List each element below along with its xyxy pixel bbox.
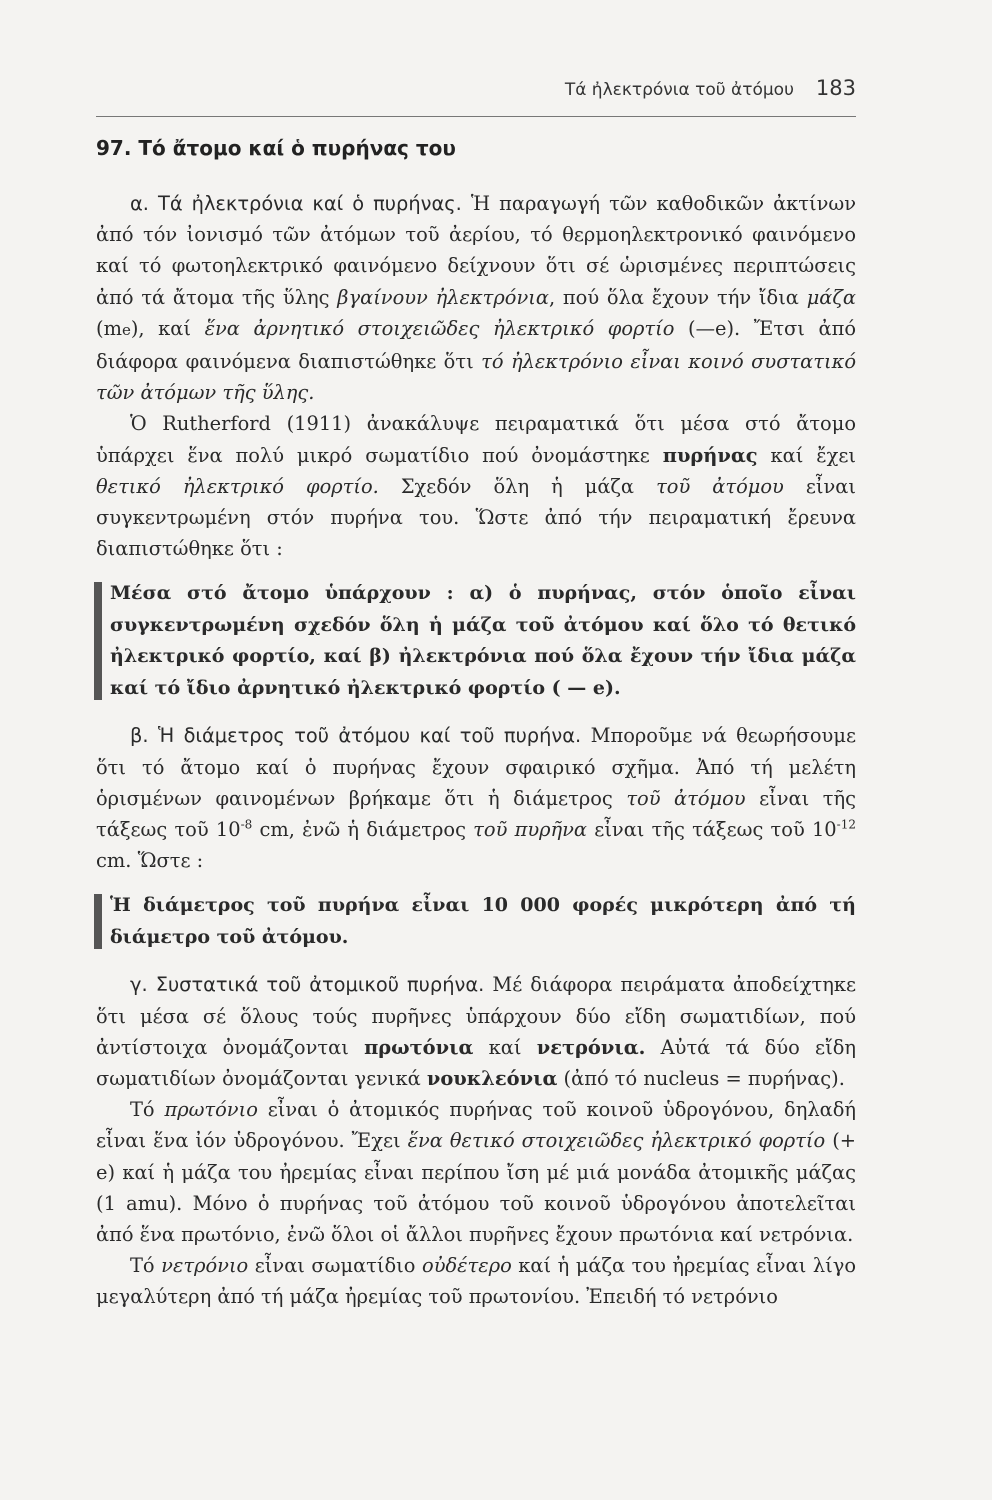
header-rule [96,116,856,117]
running-title: Τά ἠλεκτρόνια τοῦ ἀτόμου [564,80,794,100]
margin-bar [94,582,102,700]
subsection-a-label: α. Τά ἠλεκτρόνια καί ὁ πυρήνας. [130,192,462,215]
paragraph-a1: α. Τά ἠλεκτρόνια καί ὁ πυρήνας. Ἡ παραγωγή τῶν καθοδικῶν ἀκτίνων ἀπό τόν ἰονισμό τῶν ἀτόμων τοῦ ἀερίου, τό θερμοηλεκτρονικό φαινόμενο καί τό φωτοηλεκτρικό φαινόμενο δείχνουν ὅτι σέ ὡρισμένες περιπτώσεις ἀπό τά ἄτομα τῆς ὕλης βγαίνουν ἠλεκτρόνια, πού ὅλα ἔχουν τήν ἴδια μάζα (me), καί ἕνα ἀρνητικό στοιχειῶδες ἠλεκτρικό φορτίο (—e). Ἔτσι ἀπό διάφορα φαινόμενα διαπιστώθηκε ὅτι τό ἠλεκτρόνιο εἶναι κοινό συστατικό τῶν ἀτόμων τῆς ὕλης. [96,192,857,405]
paragraph-c1: γ. Συστατικά τοῦ ἀτομικοῦ πυρήνα. Μέ διάφορα πειράματα ἀποδείχτηκε ὅτι μέσα σέ ὅλους τούς πυρῆνες ὑπάρχουν δύο εἴδη σωματιδίων, πού ἀντίστοιχα ὀνομάζονται πρωτόνια καί νετρόνια. Αὐτά τά δύο εἴδη σωματιδίων ὀνομάζονται γενικά νουκλεόνια (ἀπό τό nucleus = πυρήνας). [96,973,857,1091]
body-text [96,188,856,1313]
paragraph-b1: β. Ἡ διάμετρος τοῦ ἀτόμου καί τοῦ πυρήνα. Μποροῦμε νά θεωρήσουμε ὅτι τό ἄτομο καί ὁ πυρήνας ἔχουν σφαιρικό σχῆμα. Ἀπό τή μελέτη ὁρισμένων φαινομένων βρήκαμε ὅτι ἡ διάμετρος τοῦ ἀτόμου εἶναι τῆς τάξεως τοῦ $10^{-8}$ cm, ἐνῶ ἡ διάμετρος τοῦ πυρῆνα εἶναι τῆς τάξεως τοῦ $10^{-12}$ cm. Ὥστε : [96,724,856,873]
paragraph-c3: Τό νετρόνιο εἶναι σωματίδιο οὐδέτερο καί ἡ μάζα του ἠρεμίας εἶναι λίγο μεγαλύτερη ἀπό τή μάζα ἠρεμίας τοῦ πρωτονίου. Ἐπειδή τό νετρόνιο [96,1254,856,1309]
section-title: 97. Τό ἄτομο καί ὁ πυρήνας του [96,136,456,160]
highlight-box-a: Μέσα στό ἄτομο ὑπάρχουν : α) ὁ πυρήνας, στόν ὁποῖο εἶναι συγκεντρωμένη σχεδόν ὅλη ἡ μάζα τοῦ ἀτόμου καί ὅλο τό θετικό ἠλεκτρικό φορτίο, καί β) ἠλεκτρόνια πού ὅλα ἔχουν τήν ἴδια μάζα καί τό ἴδιο ἀρνητικό ἠλεκτρικό φορτίο ( — e). [96,578,856,704]
paragraph-a2: Ὁ Rutherford (1911) ἀνακάλυψε πειραματικά ὅτι μέσα στό ἄτομο ὑπάρχει ἕνα πολύ μικρό σωματίδιο πού ὀνομάστηκε πυρήνας καί ἔχει θετικό ἠλεκτρικό φορτίο. Σχεδόν ὅλη ἡ μάζα τοῦ ἀτόμου εἶναι συγκεντρωμένη στόν πυρήνα του. Ὥστε ἀπό τήν πειραματική ἔρευνα διαπιστώθηκε ὅτι : [96,412,857,561]
page-number: 183 [815,76,856,100]
paragraph-c2: Τό πρωτόνιο εἶναι ὁ ἀτομικός πυρήνας τοῦ κοινοῦ ὑδρογόνου, δηλαδή εἶναι ἕνα ἰόν ὑδρογόνου. Ἔχει ἕνα θετικό στοιχειῶδες ἠλεκτρικό φορτίο (+ e) καί ἡ μάζα του ἠρεμίας εἶναι περίπου ἴση μέ μιά μονάδα ἀτομικῆς μάζας (1 amu). Μόνο ὁ πυρήνας τοῦ ἀτόμου τοῦ κοινοῦ ὑδρογόνου ἀποτελεῖται ἀπό ἕνα πρωτόνιο, ἐνῶ ὅλοι οἱ ἄλλοι πυρῆνες ἔχουν πρωτόνια καί νετρόνια. [96,1098,857,1247]
margin-bar [94,894,102,949]
running-head [96,76,856,100]
subsection-c-label: γ. Συστατικά τοῦ ἀτομικοῦ πυρήνα. [130,973,485,997]
subsection-b-label: β. Ἡ διάμετρος τοῦ ἀτόμου καί τοῦ πυρήνα. [130,724,582,748]
highlight-box-b: Ἡ διάμετρος τοῦ πυρήνα εἶναι 10 000 φορές μικρότερη ἀπό τή διάμετρο τοῦ ἀτόμου. [96,890,856,953]
